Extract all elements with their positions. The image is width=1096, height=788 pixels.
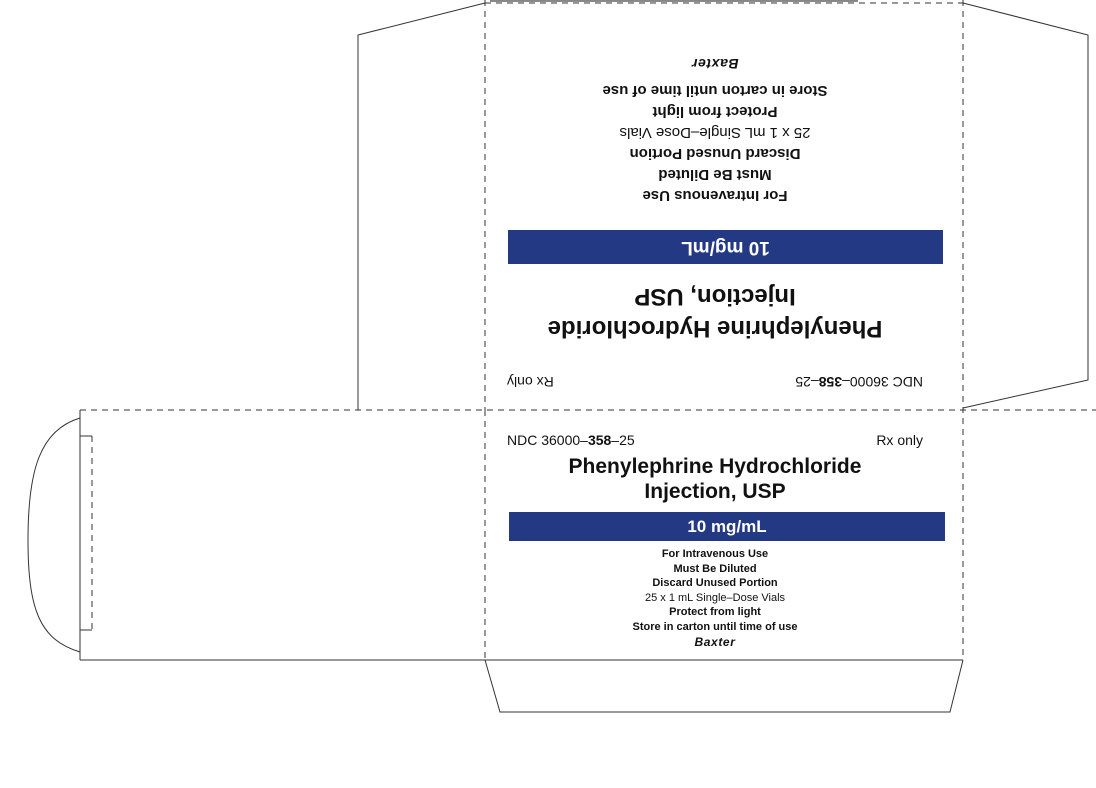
strength-band: 10 mg/mL bbox=[509, 512, 945, 541]
rx-only: Rx only bbox=[507, 374, 554, 390]
top-flap-panel bbox=[485, 56, 945, 410]
usage-lines: For Intravenous Use Must Be Diluted Discard Unused Portion 25 x 1 mL Single–Dose Vials Protect from light Store in carton until time of use bbox=[632, 548, 798, 633]
ndc-code: NDC 36000–358–25 bbox=[795, 374, 923, 390]
baxter-logo: Baxter bbox=[691, 56, 739, 72]
top-flap-header bbox=[507, 370, 923, 390]
rx-only: Rx only bbox=[876, 432, 923, 448]
product-name: Phenylephrine Hydrochloride Injection, USP bbox=[568, 455, 862, 503]
usage-lines: For Intravenous Use Must Be Diluted Discard Unused Portion 25 x 1 mL Single–Dose Vials Protect from light Store in carton until time of use bbox=[602, 82, 828, 204]
baxter-logo: Baxter bbox=[694, 635, 736, 649]
ndc-code: NDC 36000–358–25 bbox=[507, 432, 635, 448]
front-header bbox=[507, 432, 923, 452]
strength-band: 10 mg/mL bbox=[508, 230, 943, 264]
product-name: Phenylephrine Hydrochloride Injection, USP bbox=[547, 283, 883, 342]
front-panel bbox=[485, 412, 945, 662]
